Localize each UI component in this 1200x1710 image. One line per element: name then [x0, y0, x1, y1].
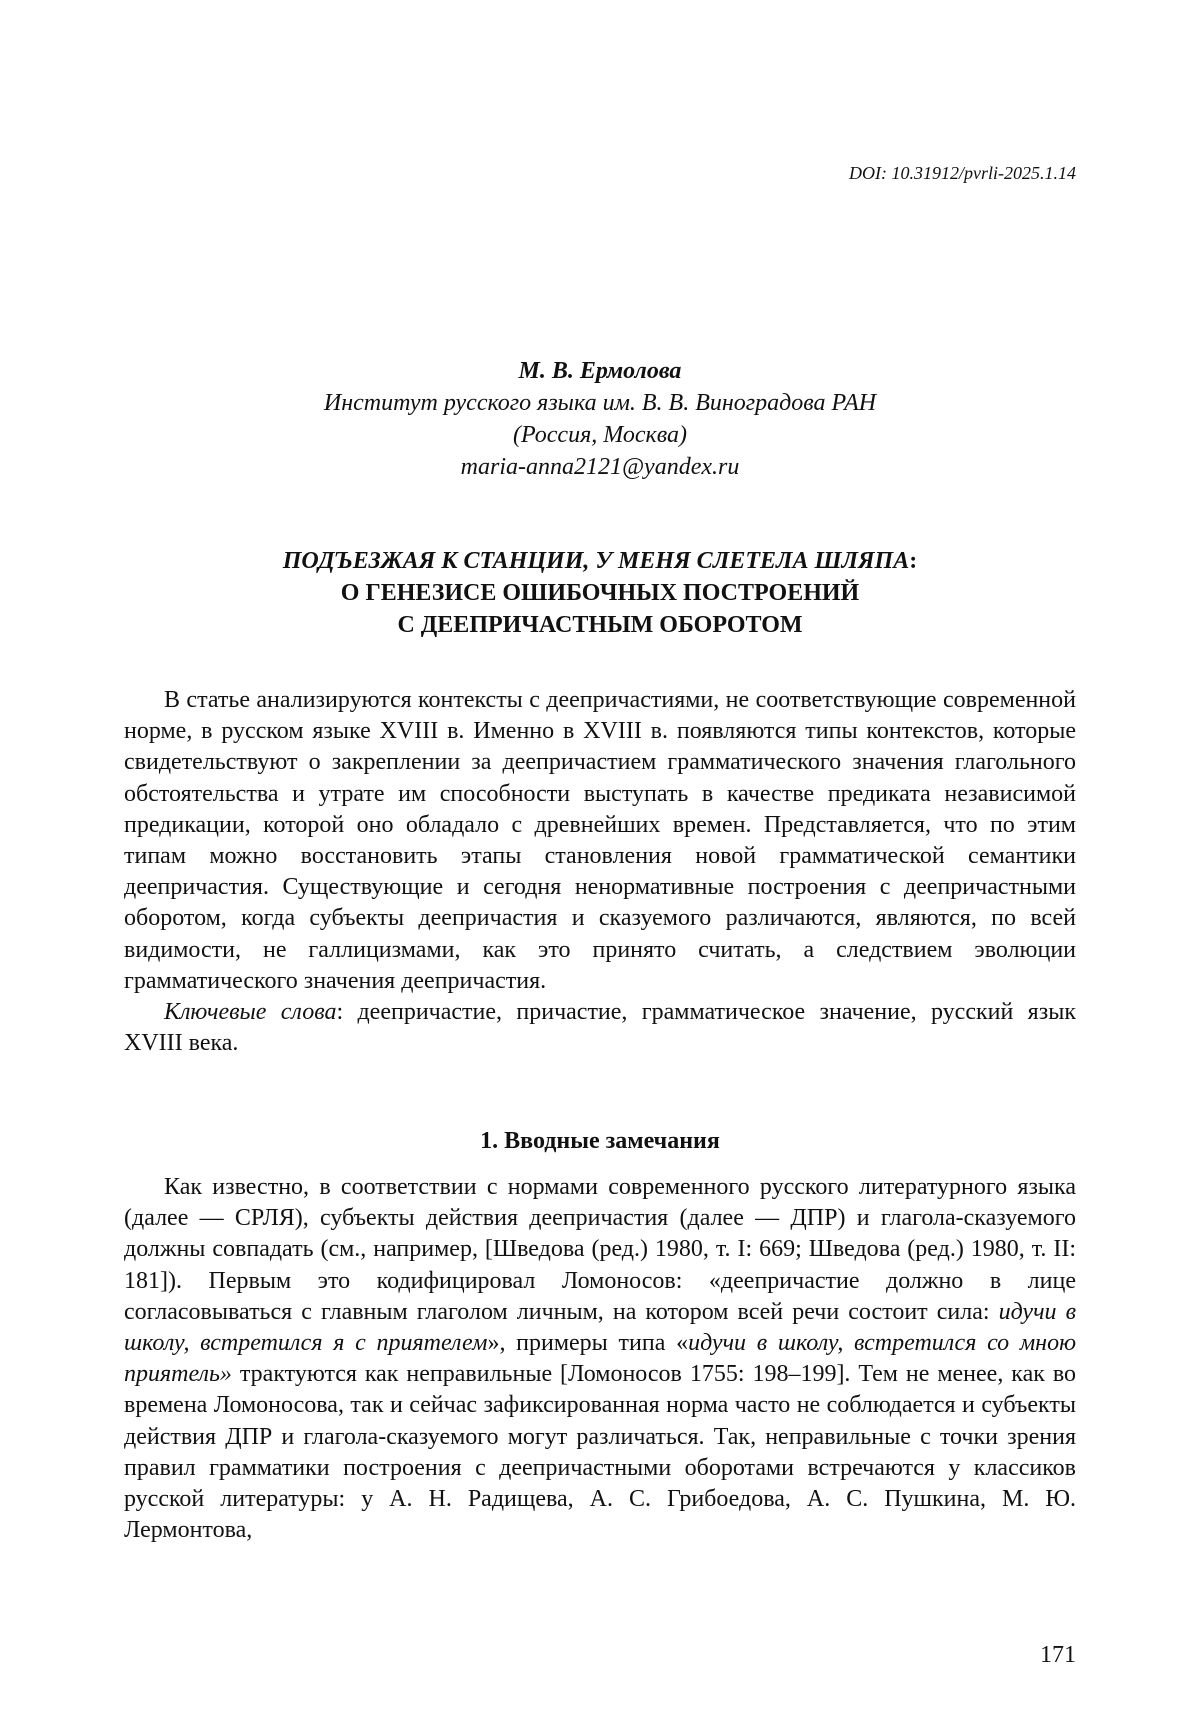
keywords — [124, 997, 1076, 1059]
page-number: 171 — [1040, 1642, 1076, 1668]
example-2: идучи в школу, встретился со мною приятель» — [124, 1330, 1077, 1388]
paragraph-1-part-a: Как известно, в соответствии с нормами современного русского литературного языка (далее — СРЛЯ), субъекты действия деепричастия (далее — ДПР) и глагола-сказуемого должны совпадать (см., например, [Шведова (ред.) 1980, т. I: 669; Шведова (ред.) 1980, т. II: 181]). Первым это кодифицировал Ломоносов: «деепричастие должно в лице согласовываться с главным глаголом личным, на котором всей речи состоит сила: — [124, 1174, 1076, 1325]
title-colon: : — [909, 548, 918, 574]
title-line-3: С ДЕЕПРИЧАСТНЫМ ОБОРОТОМ — [397, 612, 803, 638]
doi-label: DOI: 10.31912/pvrli-2025.1.14 — [849, 163, 1076, 183]
keywords-text: : деепричастие, причастие, грамматическое значение, русский язык XVIII века. — [124, 999, 1076, 1057]
author-location: (Россия, Москва) — [512, 422, 688, 448]
title-italic-part: ПОДЪЕЗЖАЯ К СТАНЦИИ, У МЕНЯ СЛЕТЕЛА ШЛЯПА — [282, 548, 910, 574]
paragraph-1 — [124, 1172, 1076, 1546]
main-text — [124, 1172, 1076, 1546]
author-affiliation: Институт русского языка им. В. В. Виноградова РАН — [323, 390, 877, 416]
author-email: maria-anna2121@yandex.ru — [460, 454, 740, 480]
keywords-label: Ключевые слова — [164, 999, 337, 1026]
abstract-text: В статье анализируются контексты с деепричастиями, не соответствующие современной норме, в русском языке XVIII в. Именно в XVIII в. появляются типы контекстов, которые свидетельствуют о закреплении за деепричастием грамматического значения глагольного обстоятельства и утрате им способности выступать в качестве предиката независимой предикации, которой оно обладало с древнейших времен. Представляется, что по этим типам можно восстановить этапы становления новой грамматической семантики деепричастия. Существующие и сегодня ненормативные построения с деепричастными оборотом, когда субъекты деепричастия и сказуемого различаются, являются, по всей видимости, не галлицизмами, как это принято считать, а следствием эволюции грамматического значения деепричастия. — [124, 687, 1076, 994]
article-title — [0, 545, 1200, 641]
example-1: идучи в школу, встретился я с приятелем — [124, 1298, 1077, 1357]
title-line-1 — [0, 545, 1200, 577]
paragraph-1-part-c: трактуются как неправильные [Ломоносов 1755: 198–199]. Тем не менее, как во времена Ломоносова, так и сейчас зафиксированная норма часто не соблюдается и субъекты действия ДПР и глагола-сказуемого могут различаться. Так, неправильные с точки зрения правил грамматики построения с деепричастными оборотами встречаются у классиков русской литературы: у А. Н. Радищева, А. С. Грибоедова, А. С. Пушкина, М. Ю. Лермонтова, — [124, 1361, 1076, 1544]
section-heading: 1. Вводные замечания — [480, 1128, 720, 1154]
author-name: М. В. Ермолова — [518, 358, 682, 384]
author-block — [0, 355, 1200, 483]
paragraph-1-part-b: », примеры типа « — [487, 1330, 689, 1357]
abstract — [124, 685, 1076, 1059]
title-line-2: О ГЕНЕЗИСЕ ОШИБОЧНЫХ ПОСТРОЕНИЙ — [340, 580, 860, 606]
